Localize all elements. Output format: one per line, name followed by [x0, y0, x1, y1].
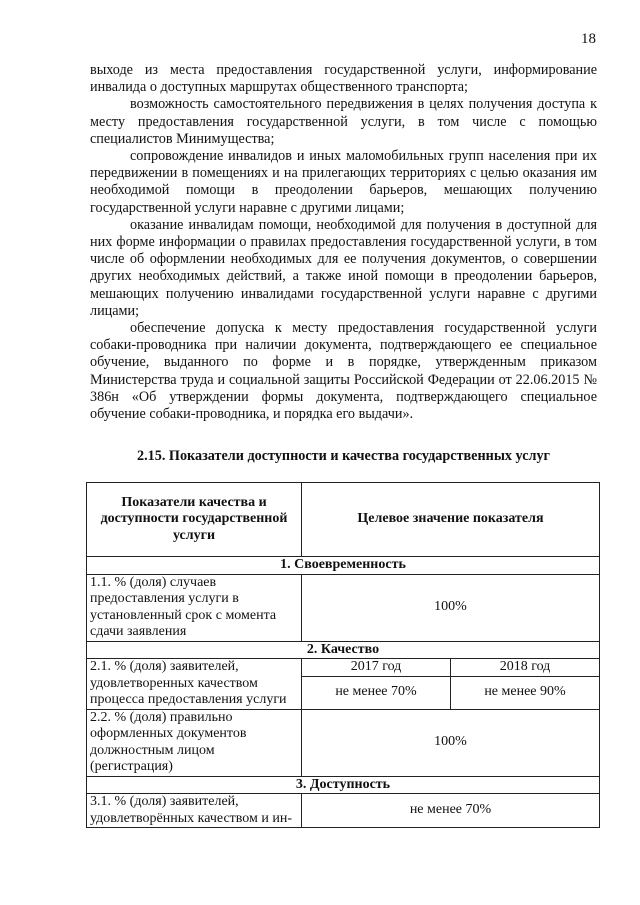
table-header-row	[87, 483, 600, 557]
table-row	[87, 574, 600, 641]
table-row	[87, 659, 600, 677]
value-2-2: 100%	[302, 709, 600, 776]
year-2018: 2018 год	[451, 659, 600, 677]
group-row	[87, 641, 600, 659]
value-2-1-2018: не менее 90%	[451, 676, 600, 709]
body-text	[90, 62, 597, 423]
table-row	[87, 709, 600, 776]
page-number: 18	[581, 31, 596, 47]
value-1-1: 100%	[302, 574, 600, 641]
indicators-table	[86, 482, 600, 828]
group-row	[87, 776, 600, 794]
indicator-3-1: 3.1. % (доля) заявителей, удовлетворённых качеством и ин-	[87, 794, 302, 828]
table-row	[87, 794, 600, 828]
paragraph-5: обеспечение допуска к месту предоставления государственной услуги собаки-проводника при наличии документа, подтверждающего ее специальное обучение, выданного по форме и в порядке, утвержденным приказом Министерства труда и социальной защиты Российской Федерации от 22.06.2015 № 386н «Об утверждении формы документа, подтверждающего специальное обучение собаки-проводника, и порядка его выдачи».	[90, 320, 597, 423]
header-target-value: Целевое значение показателя	[302, 483, 600, 557]
indicator-2-2: 2.2. % (доля) правильно оформленных документов должностным лицом (регистрация)	[87, 709, 302, 776]
paragraph-2: возможность самостоятельного передвижения в целях получения доступа к месту предоставления государственной услуги, в том числе с помощью специалистов Минимущества;	[90, 96, 597, 147]
paragraph-3: сопровождение инвалидов и иных маломобильных групп населения при их передвижении в помещениях и на прилегающих территориях с целью оказания им необходимой помощи в преодолении барьеров, мешающих получению государственной услуги наравне с другими лицами;	[90, 148, 597, 216]
year-2017: 2017 год	[302, 659, 451, 677]
value-3-1: не менее 70%	[302, 794, 600, 828]
section-heading: 2.15. Показатели доступности и качества государственных услуг	[137, 448, 550, 464]
indicator-2-1: 2.1. % (доля) заявителей, удовлетворенных качеством процесса предоставления услуги	[87, 659, 302, 710]
indicator-1-1: 1.1. % (доля) случаев предоставления услуги в установленный срок с момента сдачи заявления	[87, 574, 302, 641]
group-row	[87, 557, 600, 575]
group-quality: 2. Качество	[87, 641, 600, 659]
group-timeliness: 1. Своевременность	[87, 557, 600, 575]
group-accessibility: 3. Доступность	[87, 776, 600, 794]
header-indicator: Показатели качества и доступности государственной услуги	[87, 483, 302, 557]
paragraph-1: выходе из места предоставления государственной услуги, информирование инвалида о доступных маршрутах общественного транспорта;	[90, 62, 597, 96]
value-2-1-2017: не менее 70%	[302, 676, 451, 709]
paragraph-4: оказание инвалидам помощи, необходимой для получения в доступной для них форме информации о правилах предоставления государственной услуги, в том числе об оформлении необходимых для ее получения документов, о совершении других необходимых действий, а также иной помощи в преодолении барьеров, мешающих получению инвалидами государственной услуги наравне с другими лицами;	[90, 216, 597, 319]
